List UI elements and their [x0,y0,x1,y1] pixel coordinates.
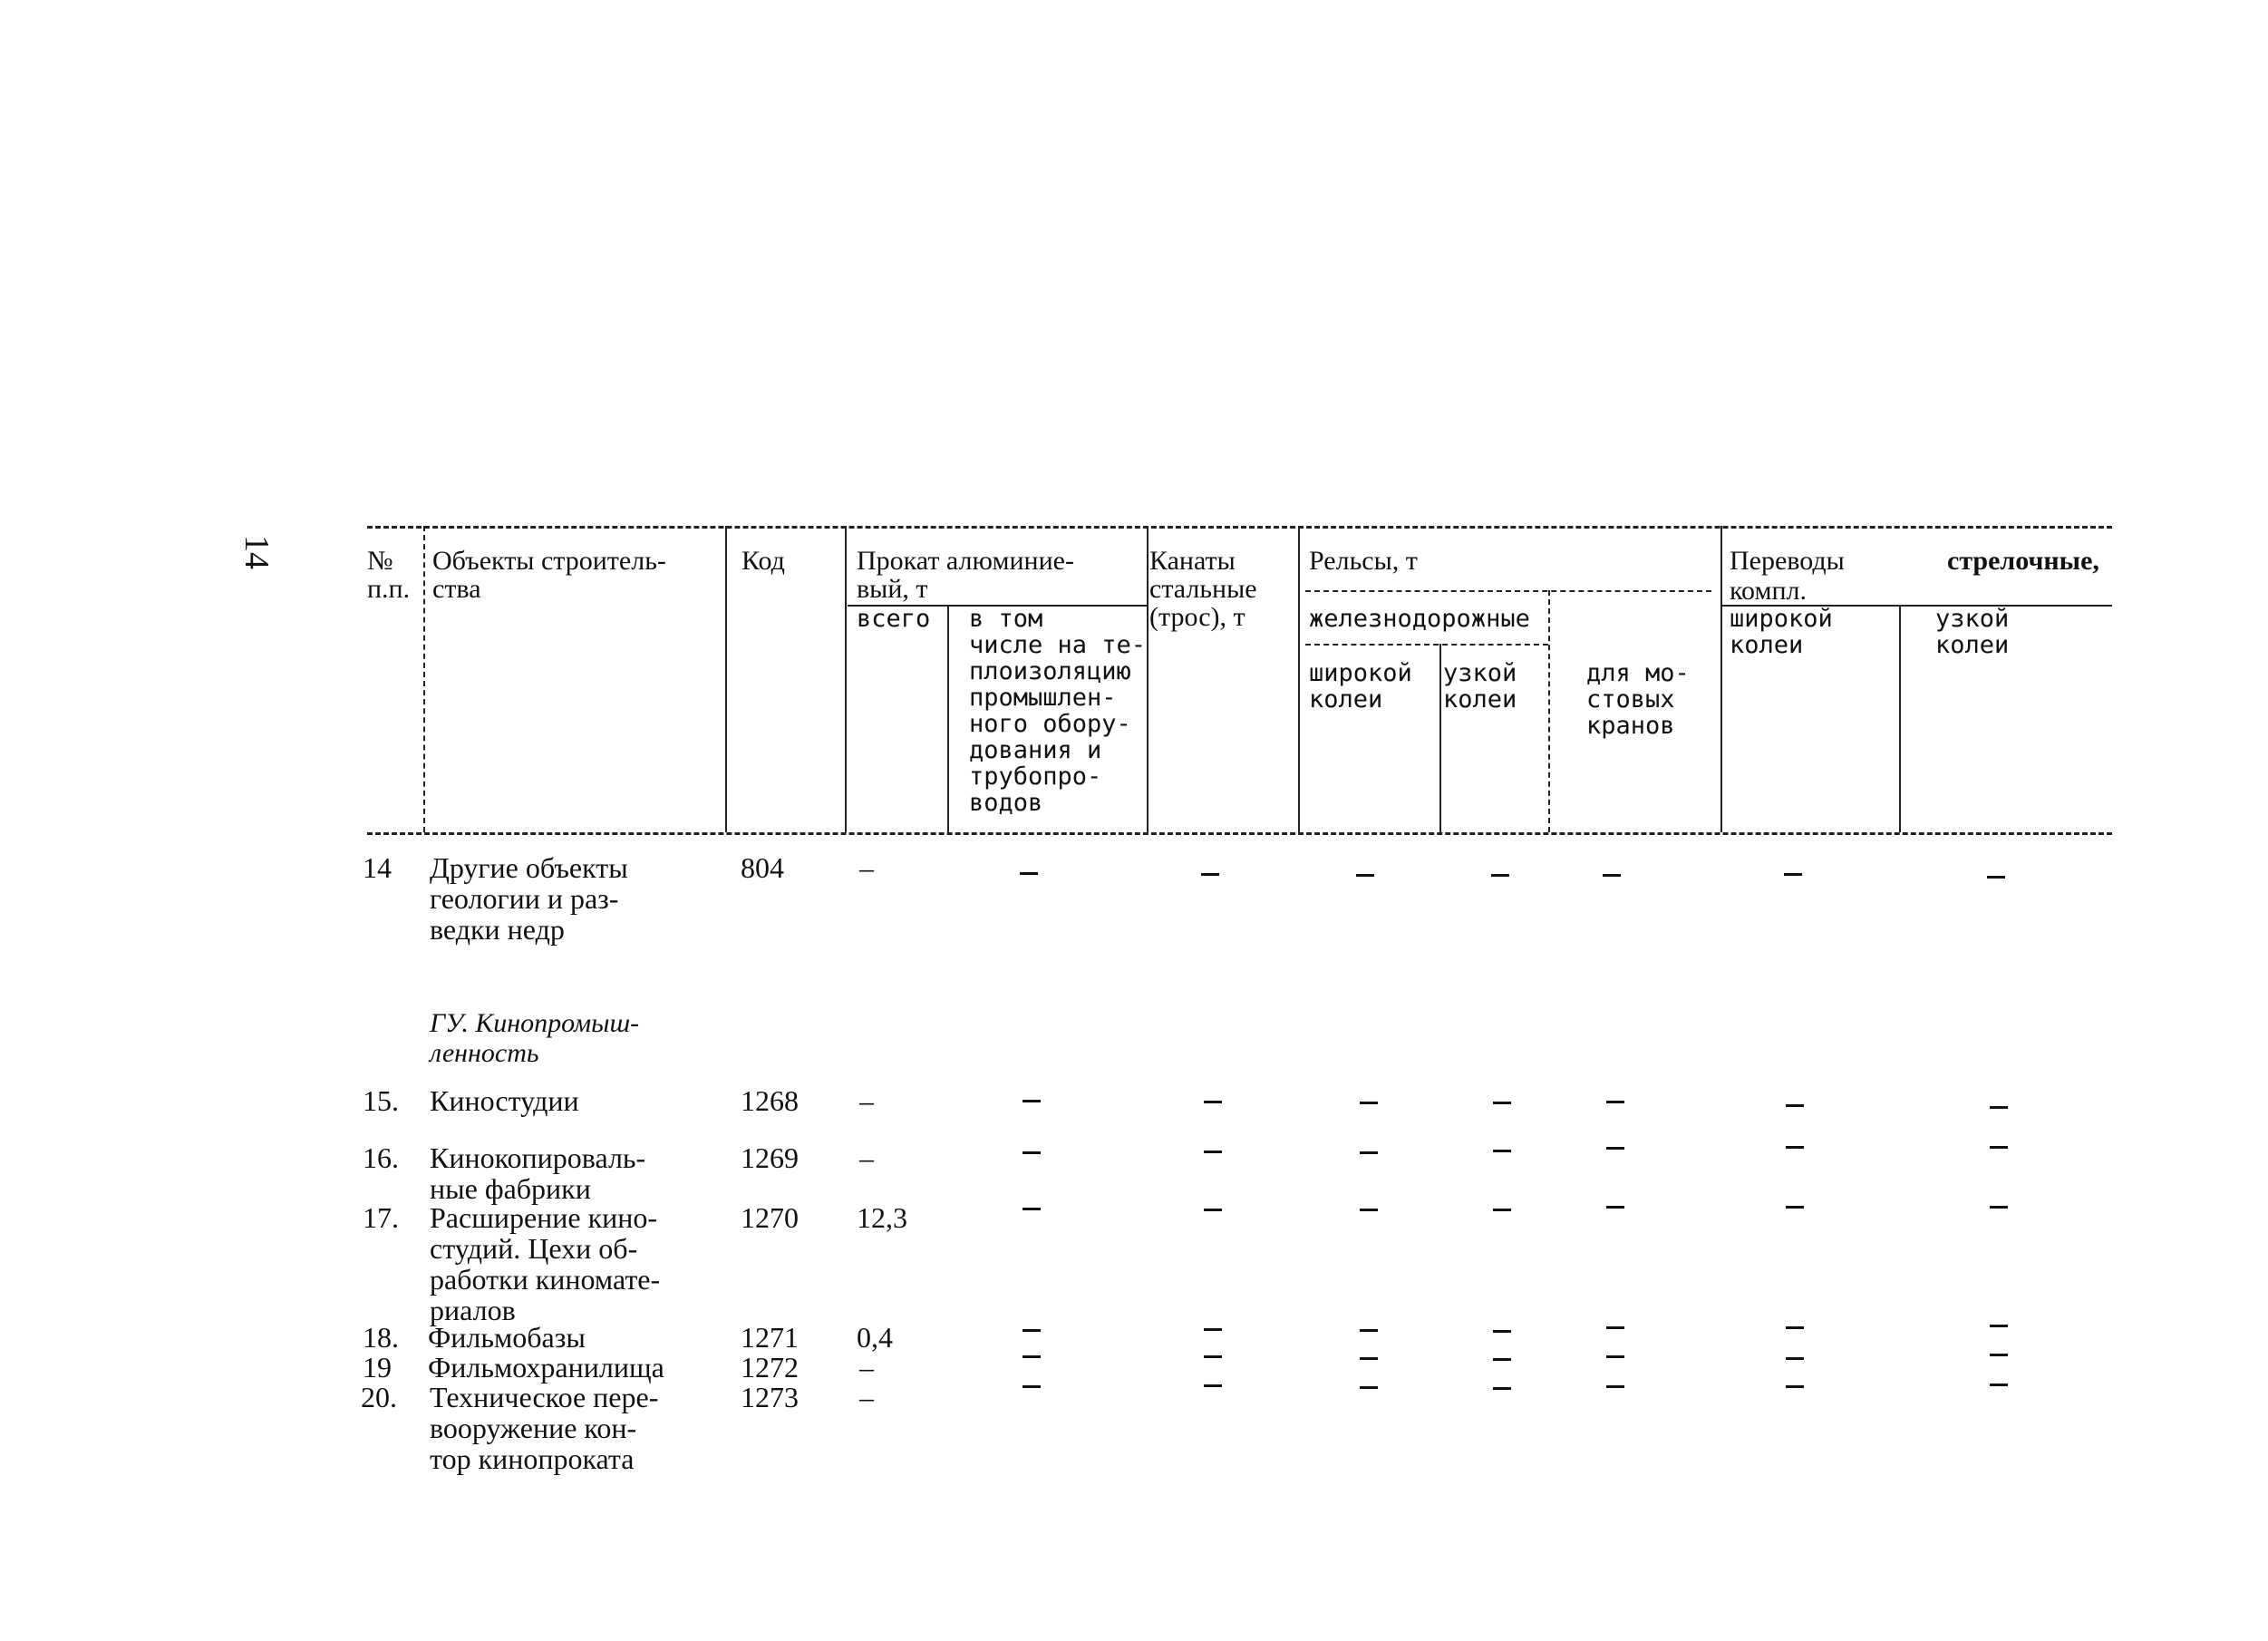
row-16-dash [1493,1150,1511,1152]
header-num: № п.п. [367,546,411,604]
row-14-dash [1784,873,1802,876]
row-15-dash [1360,1102,1378,1104]
col-divider-3 [845,526,847,832]
row-18-dash [1360,1329,1378,1332]
row-18-dash [1493,1330,1511,1333]
header-rails-narrow: узкой колеи [1443,659,1517,714]
row-18-dash [1990,1325,2008,1327]
row-18-dash [1023,1329,1041,1332]
col-divider-8 [1548,590,1550,832]
rails-subheader-rule [1305,590,1711,592]
header-switches-unit: компл. [1730,576,1807,606]
row-17-dash [1204,1209,1222,1211]
row-15-dash [1023,1100,1041,1102]
row-14-num: 14 [363,851,392,884]
row-15-dash [1204,1101,1222,1103]
row-16-num: 16. [363,1141,399,1174]
row-19-code: 1272 [741,1351,799,1384]
row-20-dash [1990,1384,2008,1386]
row-20-code: 1273 [741,1381,799,1413]
row-17-dash [1606,1206,1624,1209]
row-17-total: 12,3 [857,1201,907,1234]
row-16-dash [1606,1147,1624,1150]
header-switches-right: стрелочные, [1947,546,2099,576]
row-19-dash [1786,1357,1804,1360]
col-divider-9 [1720,526,1722,832]
row-19-dash [1360,1357,1378,1360]
page-number: 14 [237,535,276,569]
header-switches: Переводы [1730,546,1845,576]
col-divider-2 [725,526,727,832]
row-16-dash [1023,1151,1041,1154]
row-20-dash [1023,1385,1041,1388]
header-alum-incl: в том числе на те- плоизоляцию промышлен- ного обору- дования и трубопро- водов [969,605,1147,817]
header-switches-narrow: узкой колеи [1935,605,2010,659]
row-19-num: 19 [363,1351,392,1384]
row-15-code: 1268 [741,1084,799,1117]
table-header-bottom-rule [367,832,2112,835]
header-alum-total: всего [857,605,931,633]
row-19-dash [1990,1354,2008,1356]
row-20-dash [1786,1385,1804,1388]
row-19-dash [1023,1355,1041,1358]
row-17-num: 17. [363,1201,399,1234]
row-15-name: Киностудии [430,1084,579,1117]
row-14-dash [1020,872,1038,875]
row-16-code: 1269 [741,1141,799,1174]
col-divider-10 [1899,605,1901,832]
row-20-dash [1606,1385,1624,1388]
header-switches-wide: широкой колеи [1730,605,1833,659]
header-objects: Объекты строитель- ства [432,546,666,604]
row-19-name: Фильмохранилища [428,1351,664,1384]
row-15-dash [1786,1104,1804,1107]
row-18-dash [1606,1326,1624,1329]
row-14-dash [1201,873,1219,876]
header-alum: Прокат алюминие- вый, т [857,546,1074,604]
row-15-dash [1493,1102,1511,1104]
header-rails-wide: широкой колеи [1309,659,1412,714]
row-19-total: – [859,1351,874,1384]
col-divider-7 [1439,644,1441,832]
row-17-dash [1990,1206,2008,1209]
row-18-total: 0,4 [857,1321,893,1354]
row-19-dash [1204,1355,1222,1358]
row-16-total: – [859,1141,874,1174]
row-14-dash [1491,874,1509,877]
row-17-dash [1023,1208,1041,1210]
header-rails-crane: для мо- стовых кранов [1586,659,1690,740]
row-17-dash [1493,1209,1511,1211]
row-14-dash [1356,874,1374,877]
row-20-dash [1360,1386,1378,1389]
section-title: ГУ. Кинопромыш- ленность [430,1008,640,1068]
row-14-dash [1603,874,1621,877]
row-20-total: – [859,1381,874,1413]
row-20-dash [1204,1384,1222,1387]
row-16-dash [1204,1151,1222,1153]
row-17-dash [1360,1209,1378,1211]
col-divider-4 [947,605,949,832]
col-divider-1 [423,526,425,832]
row-14-code: 804 [741,851,784,884]
row-18-num: 18. [363,1321,399,1354]
row-15-total: – [859,1084,874,1117]
row-16-dash [1990,1146,2008,1149]
row-18-code: 1271 [741,1321,799,1354]
row-16-name: Кинокопироваль- ные фабрики [430,1141,646,1205]
row-19-dash [1606,1355,1624,1358]
railway-subheader-rule [1305,644,1548,646]
row-14-name: Другие объекты геологии и раз- ведки недр [430,851,628,946]
row-15-dash [1606,1101,1624,1103]
row-20-num: 20. [361,1381,397,1413]
header-rails-railway: железнодорожные [1309,605,1530,633]
row-18-dash [1204,1328,1222,1331]
row-16-dash [1360,1151,1378,1154]
row-15-num: 15. [363,1084,399,1117]
header-ropes: Канаты стальные (трос), т [1149,546,1257,632]
header-code: Код [741,546,785,576]
header-rails: Рельсы, т [1309,546,1418,576]
col-divider-5 [1147,526,1149,832]
row-20-name: Техническое пере- вооружение кон- тор кинопроката [430,1381,659,1475]
row-15-dash [1990,1106,2008,1109]
row-18-dash [1786,1326,1804,1329]
row-16-dash [1786,1146,1804,1149]
row-14-total: – [859,851,874,884]
row-20-dash [1493,1387,1511,1390]
row-17-name: Расширение кино- студий. Цехи об- работки киномате- риалов [430,1201,661,1326]
row-17-code: 1270 [741,1201,799,1234]
table-top-rule [367,526,2112,529]
row-14-dash [1987,876,2005,879]
row-17-dash [1786,1206,1804,1209]
row-18-name: Фильмобазы [428,1321,586,1354]
row-19-dash [1493,1358,1511,1361]
col-divider-6 [1298,526,1300,832]
